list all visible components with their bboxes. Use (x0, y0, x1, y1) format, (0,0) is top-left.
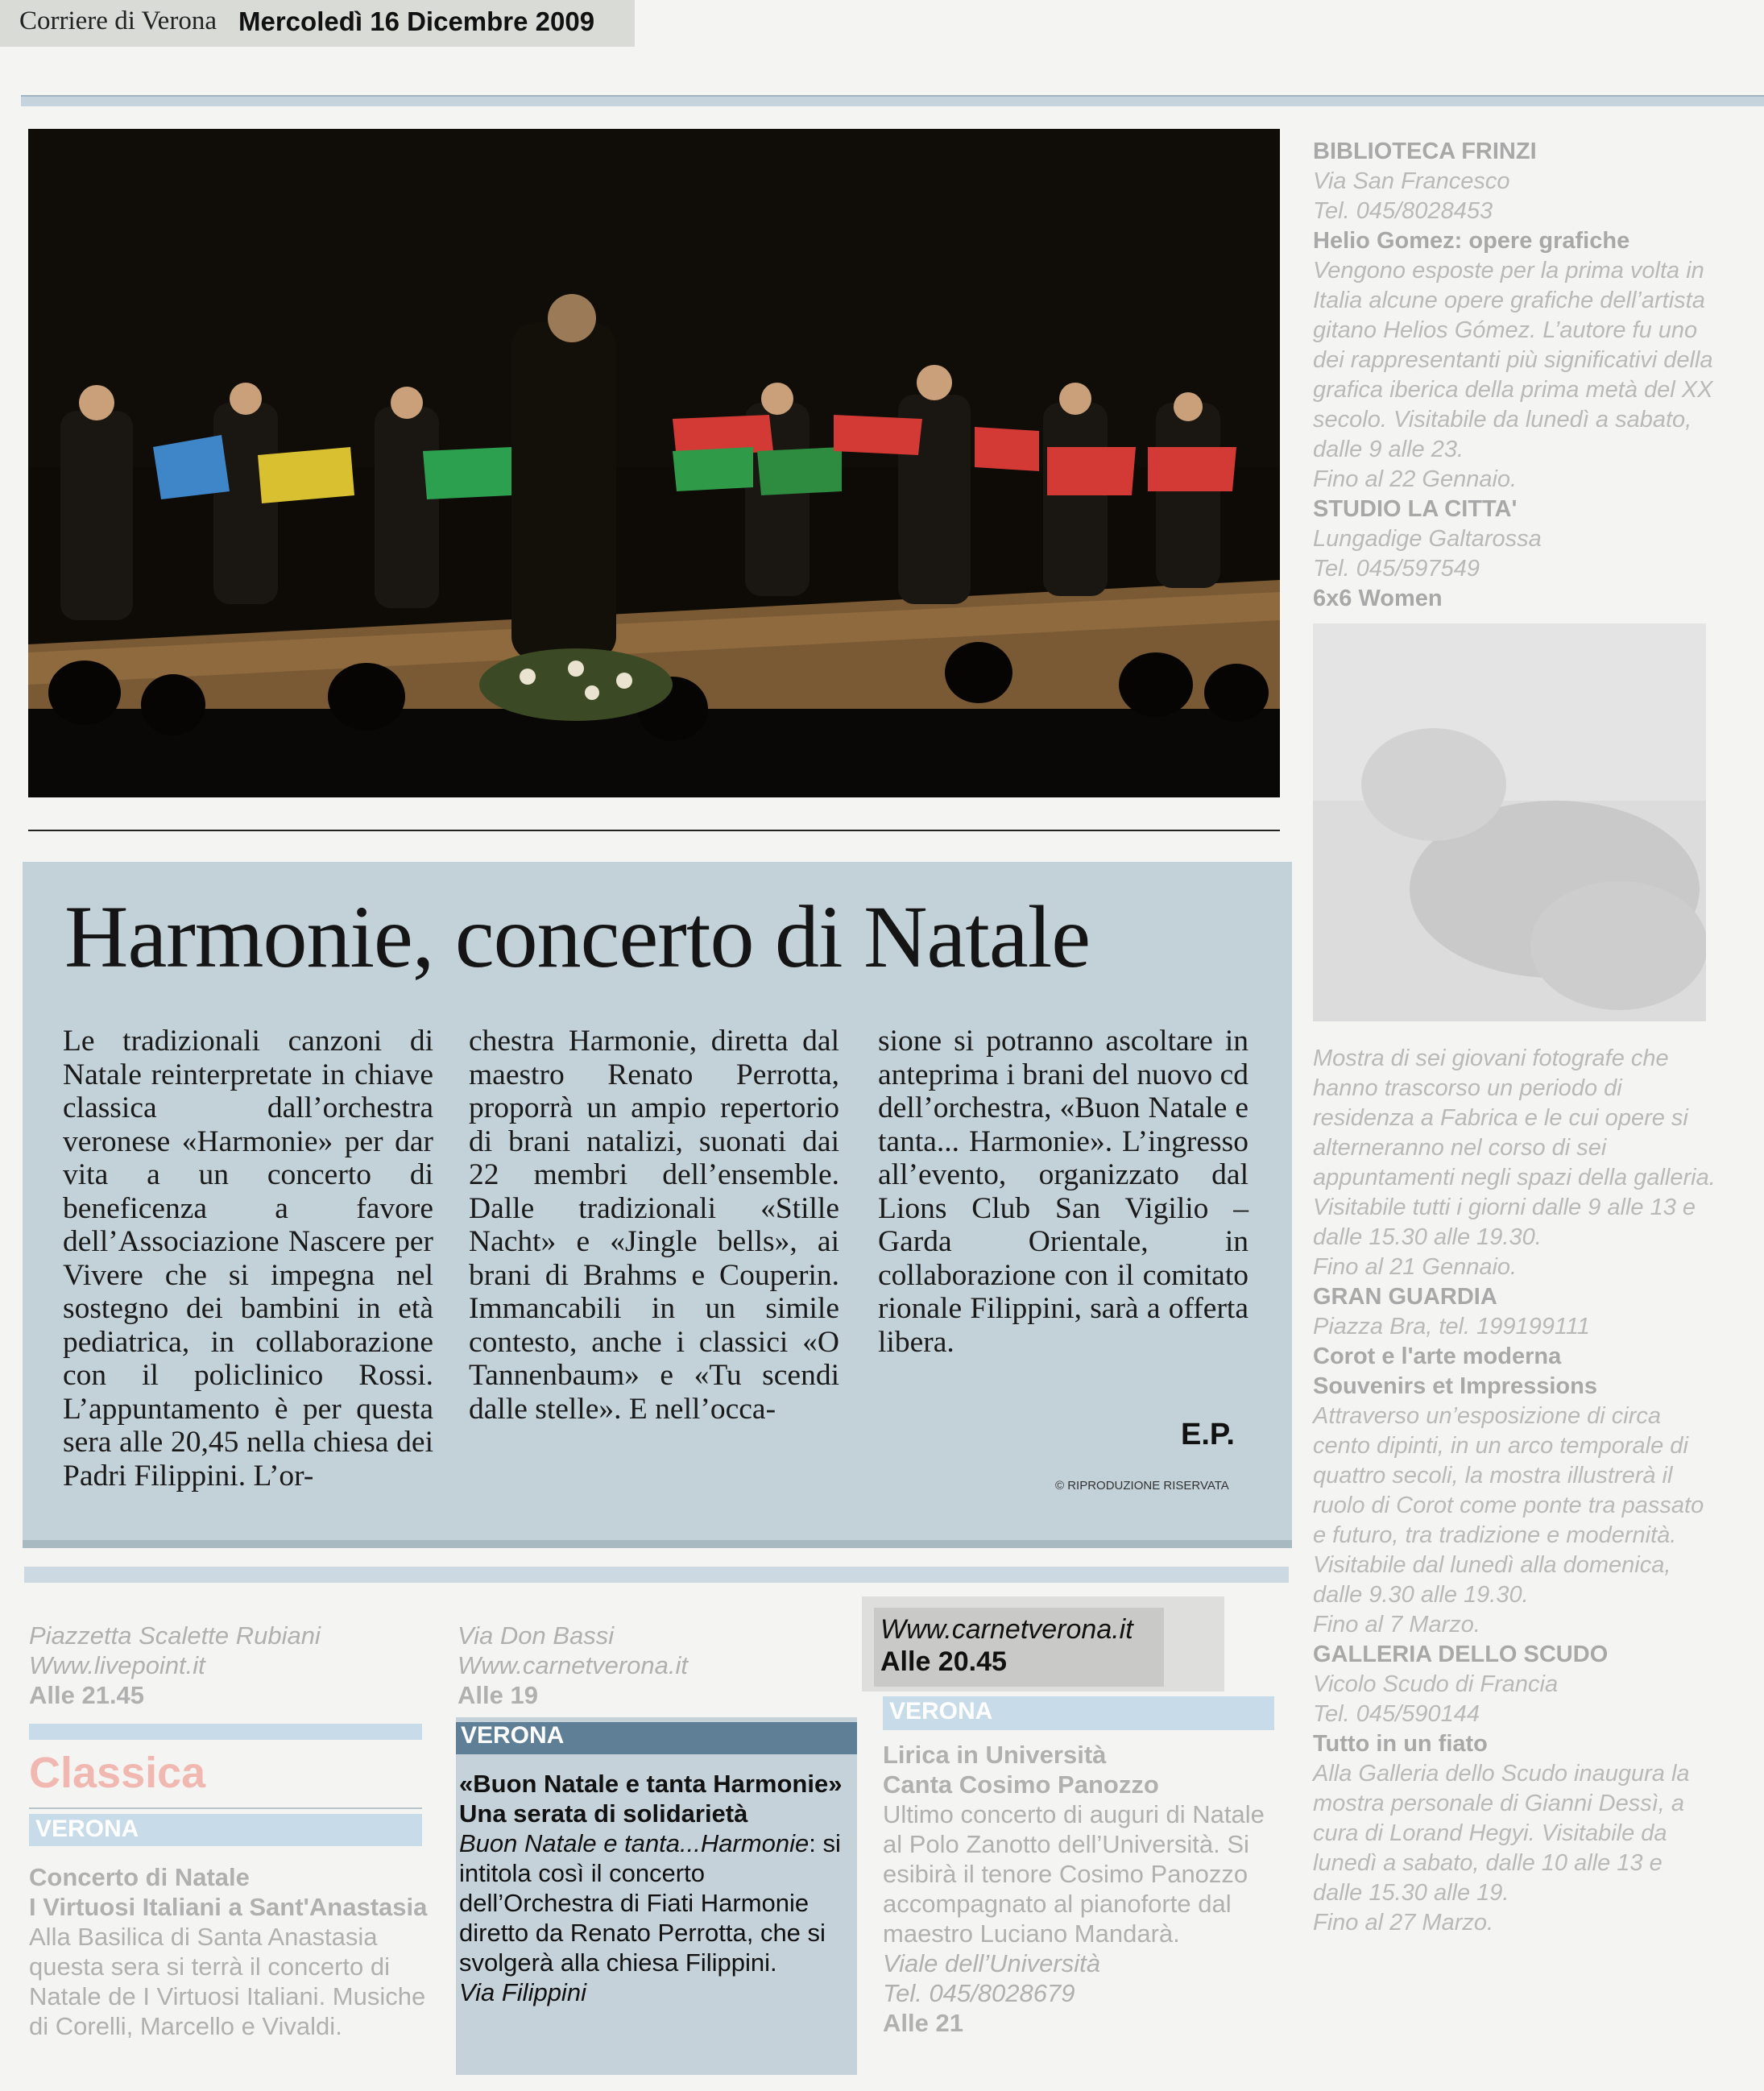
article-column-3: sione si potranno ascoltare in anteprima i brani del nuovo cd dell’orchestra, «Buon Natale e tanta... Harmonie». L’ingresso all’evento, organizzato dal Lions Club San Vigilio – Garda Orientale, in collaborazione con il comitato rionale Filippini, sarà a offerta libera. (878, 1025, 1248, 1359)
listing-b-header (458, 1621, 844, 1710)
listing-place: Via Filippini (459, 1978, 586, 2006)
listing-address: Piazzetta Scalette Rubiani (29, 1621, 321, 1650)
listing-website: Www.carnetverona.it (458, 1651, 688, 1679)
exhibition-text: Alla Galleria dello Scudo inaugura la mostra personale di Gianni Dessì, a cura di Lorand Hegyi. Visitabile da lunedì a sabato, dalle 10 alle 13 e dalle 15.30 alle 19. (1313, 1761, 1690, 1906)
venue-name: GRAN GUARDIA (1313, 1284, 1497, 1310)
venue-name: GALLERIA DELLO SCUDO (1313, 1642, 1609, 1667)
listing-title: «Buon Natale e tanta Harmonie» (459, 1770, 843, 1798)
article-column-2: chestra Harmonie, diretta dal maestro Renato Perrotta, proporrà un ampio repertorio di brani natalizi, suonati dai 22 membri dell’ensemble. Dalle tradizionali «Stille Nacht» e «Jingle bells», ai brani di Brahms e Couperin. Immancabili in un simile contesto, anche i classici «O Tannenbaum» e «Tu scendi dalle stelle». E nell’occa- (469, 1025, 839, 1426)
venue-address: Vicolo Scudo di Francia (1313, 1671, 1559, 1697)
issue-date: Mercoledì 16 Dicembre 2009 (238, 6, 595, 36)
listing-address: Viale dell’Università (883, 1949, 1100, 1977)
listing-time: Alle 19 (458, 1681, 538, 1709)
exhibition-until: Fino al 22 Gennaio. (1313, 466, 1518, 492)
copyright-notice: © RIPRODUZIONE RISERVATA (1055, 1479, 1229, 1493)
venue-name: BIBLIOTECA FRINZI (1313, 139, 1537, 164)
exhibition-text: Attraverso un’esposizione di circa cento dipinti, in un arco temporale di quattro secoli, la mostra illustrerà il ruolo di Corot come ponte tra passato e futuro, tra tradizione e modernità. Visitabile dal lunedì alla domenica, dalle 9.30 alle 19.30. (1313, 1403, 1704, 1608)
listing-a (29, 1862, 432, 2041)
masthead (0, 0, 635, 47)
listing-address: Via Don Bassi (458, 1621, 615, 1650)
listing-title: Lirica in Università (883, 1741, 1107, 1769)
exhibition-until: Fino al 21 Gennaio. (1313, 1254, 1518, 1280)
exhibition-text: Mostra di sei giovani fotografe che hanno trascorso un periodo di residenza a Fabrica e le cui opere si alterneranno nel corso di sei appuntamenti negli spazi della galleria. Visitabile tutti i giorni dalle 9 alle 13 e dalle 15.30 alle 19.30. (1313, 1046, 1716, 1250)
listing-text: Ultimo concerto di auguri di Natale al Polo Zanotto dell’Università. Si esibirà il tenore Cosimo Panozzo accompagnato al pianoforte dal maestro Luciano Mandarà. (883, 1800, 1265, 1948)
venue-phone: Tel. 045/590144 (1313, 1701, 1480, 1727)
exhibition-title: Helio Gomez: opere grafiche (1313, 228, 1630, 254)
listing-a-header (29, 1621, 432, 1710)
listing-website: Www.livepoint.it (29, 1651, 205, 1679)
venue-address: Via San Francesco (1313, 168, 1510, 194)
exhibition-title: 6x6 Women (1313, 586, 1443, 611)
listing-subtitle: Una serata di solidarietà (459, 1799, 748, 1828)
listing-text (459, 1828, 854, 1977)
listing-subtitle: I Virtuosi Italiani a Sant'Anastasia (29, 1893, 428, 1921)
photo-divider (28, 830, 1280, 831)
verona-tag: VERONA (456, 1722, 857, 1754)
listing-website: Www.carnetverona.it (880, 1614, 1133, 1645)
concert-photo (28, 129, 1280, 797)
section-rule (29, 1724, 422, 1740)
author-signature: E.P. (1181, 1418, 1235, 1451)
listing-c-header (880, 1613, 1133, 1678)
listing-phone: Tel. 045/8028679 (883, 1979, 1075, 2007)
exhibition-subtitle: Souvenirs et Impressions (1313, 1373, 1597, 1399)
article-headline: Harmonie, concerto di Natale (64, 888, 1091, 986)
listing-text-body: : si intitola così il concerto dell’Orchestra di Fiati Harmonie diretto da Renato Perrotta, che si svolgerà alla chiesa Filippini. (459, 1829, 841, 1977)
section-divider (29, 1807, 422, 1809)
exhibition-title: Corot e l'arte moderna (1313, 1344, 1562, 1369)
listing-time: Alle 20.45 (880, 1646, 1007, 1677)
exhibition-title: Tutto in un fiato (1313, 1731, 1488, 1757)
newspaper-name: Corriere di Verona (19, 6, 217, 35)
venue-name: STUDIO LA CITTA' (1313, 496, 1518, 522)
venue-address: Lungadige Galtarossa (1313, 526, 1542, 552)
article-bottom-edge (23, 1540, 1292, 1548)
venue-phone: Tel. 045/597549 (1313, 556, 1480, 582)
exhibition-photo (1313, 623, 1706, 1021)
top-rule (21, 95, 1764, 106)
listing-time: Alle 21 (883, 2009, 963, 2037)
section-heading: Classica (29, 1749, 206, 1797)
article-column-1: Le tradizionali canzoni di Natale reinterpretate in chiave classica dall’orchestra veronese «Harmonie» per dar vita a un concerto di beneficenza a favore dell’Associazione Nascere per Vivere che si impegna nel sostegno dei bambini in età pediatrica, in collaborazione con il policlinico Rossi. L’appuntamento è per questa sera alle 20,45 nella chiesa dei Padri Filippini. L’or- (63, 1025, 433, 1493)
listing-subtitle: Canta Cosimo Panozzo (883, 1770, 1159, 1799)
verona-tag: VERONA (889, 1698, 993, 1725)
exhibition-text: Vengono esposte per la prima volta in Italia alcune opere grafiche dell’artista gitano Helios Gómez. L’autore fu uno dei rappresentanti più significativi della grafica iberica della prima metà del XX secolo. Visitabile da lunedì a sabato, dalle 9 alle 23. (1313, 258, 1713, 462)
verona-tag: VERONA (35, 1816, 139, 1842)
exhibition-until: Fino al 7 Marzo. (1313, 1612, 1480, 1638)
venue-address: Piazza Bra, tel. 199199111 (1313, 1314, 1590, 1339)
listing-text-title: Buon Natale e tanta...Harmonie (459, 1829, 810, 1857)
listing-c (883, 1740, 1286, 2038)
highlight-listing (459, 1769, 854, 2007)
listing-title: Concerto di Natale (29, 1863, 250, 1891)
listing-text: Alla Basilica di Santa Anastasia questa sera si terrà il concerto di Natale de I Virtuosi Italiani. Musiche di Corelli, Marcello e Vivaldi. (29, 1923, 426, 2040)
exhibition-until: Fino al 27 Marzo. (1313, 1910, 1494, 1936)
section-bar (24, 1567, 1289, 1583)
exhibitions-column (1313, 137, 1716, 1938)
venue-phone: Tel. 045/8028453 (1313, 198, 1493, 224)
listing-time: Alle 21.45 (29, 1681, 145, 1709)
